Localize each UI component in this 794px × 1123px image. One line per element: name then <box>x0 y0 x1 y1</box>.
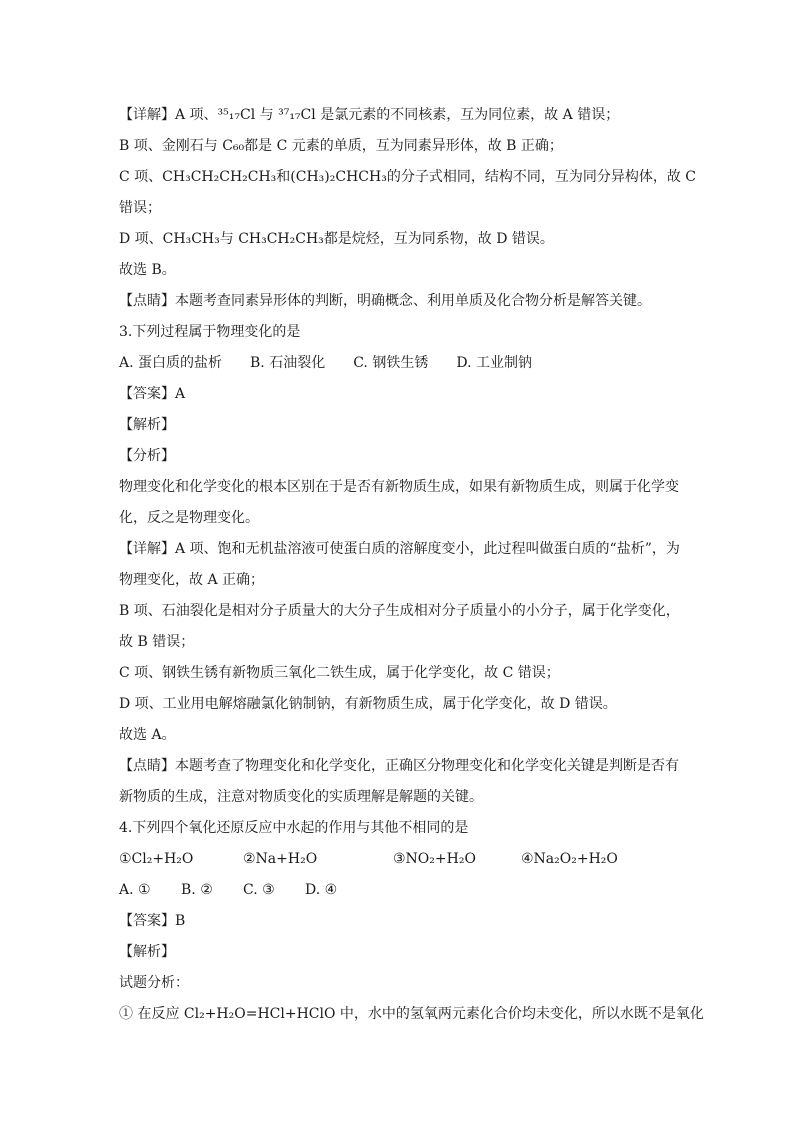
text-line: 物理变化，故 A 正确； <box>119 572 265 588</box>
document-body <box>119 100 704 1030</box>
text-line: 【详解】A 项、饱和无机盐溶液可使蛋白质的溶解度变小，此过程叫做蛋白质的“盐析”，为 <box>119 541 680 557</box>
text-line: 【点睛】本题考查了物理变化和化学变化，正确区分物理变化和化学变化关键是判断是否有 <box>119 758 679 774</box>
text-line: 【分析】 <box>119 448 175 464</box>
answer-option: A. 蛋白质的盐析 <box>119 355 223 371</box>
answer-option: A. ① <box>119 882 151 898</box>
text-line: 化，反之是物理变化。 <box>119 510 259 526</box>
text-line: C 项、钢铁生锈有新物质三氧化二铁生成，属于化学变化，故 C 错误； <box>119 665 560 681</box>
reaction-item: ①Cl₂+H₂O <box>119 851 194 867</box>
text-line: C 项、CH₃CH₂CH₂CH₃和(CH₃)₂CHCH₃的分子式相同，结构不同，互为同分异构体，故 C <box>119 169 696 185</box>
reaction-item: ②Na+H₂O <box>243 851 318 867</box>
answer-option: B. ② <box>181 882 213 898</box>
answer-options <box>119 348 679 379</box>
text-line: 错误； <box>119 200 161 216</box>
text-line: 【解析】 <box>119 944 175 960</box>
text-line: 故 B 错误； <box>119 634 195 650</box>
reaction-list <box>119 844 679 875</box>
answer-option: C. 钢铁生锈 <box>353 355 429 371</box>
text-line: 故选 B。 <box>119 262 176 278</box>
text-line: ① 在反应 Cl₂+H₂O=HCl+HClO 中，水中的氢氧两元素化合价均未变化，所以水既不是氧化 <box>119 1006 704 1022</box>
answer-option: C. ③ <box>243 882 275 898</box>
text-line: 试题分析： <box>119 975 189 991</box>
answer-option: B. 石油裂化 <box>250 355 326 371</box>
text-line: B 项、金刚石与 C₆₀都是 C 元素的单质，互为同素异形体，故 B 正确； <box>119 138 563 154</box>
answer-option: D. ④ <box>305 882 338 898</box>
text-line: 【详解】A 项、³⁵₁₇Cl 与 ³⁷₁₇Cl 是氯元素的不同核素，互为同位素，故 A 错误； <box>119 107 620 123</box>
text-line: D 项、工业用电解熔融氯化钠制钠，有新物质生成，属于化学变化，故 D 错误。 <box>119 696 617 712</box>
reaction-item: ④Na₂O₂+H₂O <box>521 851 618 867</box>
text-line: D 项、CH₃CH₃与 CH₃CH₂CH₃都是烷烃，互为同系物，故 D 错误。 <box>119 231 554 247</box>
text-line: 3.下列过程属于物理变化的是 <box>119 324 301 340</box>
reaction-item: ③NO₂+H₂O <box>393 851 476 867</box>
answer-option: D. 工业制钠 <box>456 355 532 371</box>
answer-options <box>119 875 679 906</box>
text-line: B 项、石油裂化是相对分子质量大的大分子生成相对分子质量小的小分子，属于化学变化， <box>119 603 680 619</box>
text-line: 【答案】B <box>119 913 186 929</box>
text-line: 【解析】 <box>119 417 175 433</box>
text-line: 故选 A。 <box>119 727 176 743</box>
text-line: 4.下列四个氧化还原反应中水起的作用与其他不相同的是 <box>119 820 469 836</box>
text-line: 【答案】A <box>119 386 186 402</box>
text-line: 物理变化和化学变化的根本区别在于是否有新物质生成，如果有新物质生成，则属于化学变 <box>119 479 679 495</box>
text-line: 新物质的生成，注意对物质变化的实质理解是解题的关键。 <box>119 789 483 805</box>
text-line: 【点睛】本题考查同素异形体的判断，明确概念、利用单质及化合物分析是解答关键。 <box>119 293 651 309</box>
